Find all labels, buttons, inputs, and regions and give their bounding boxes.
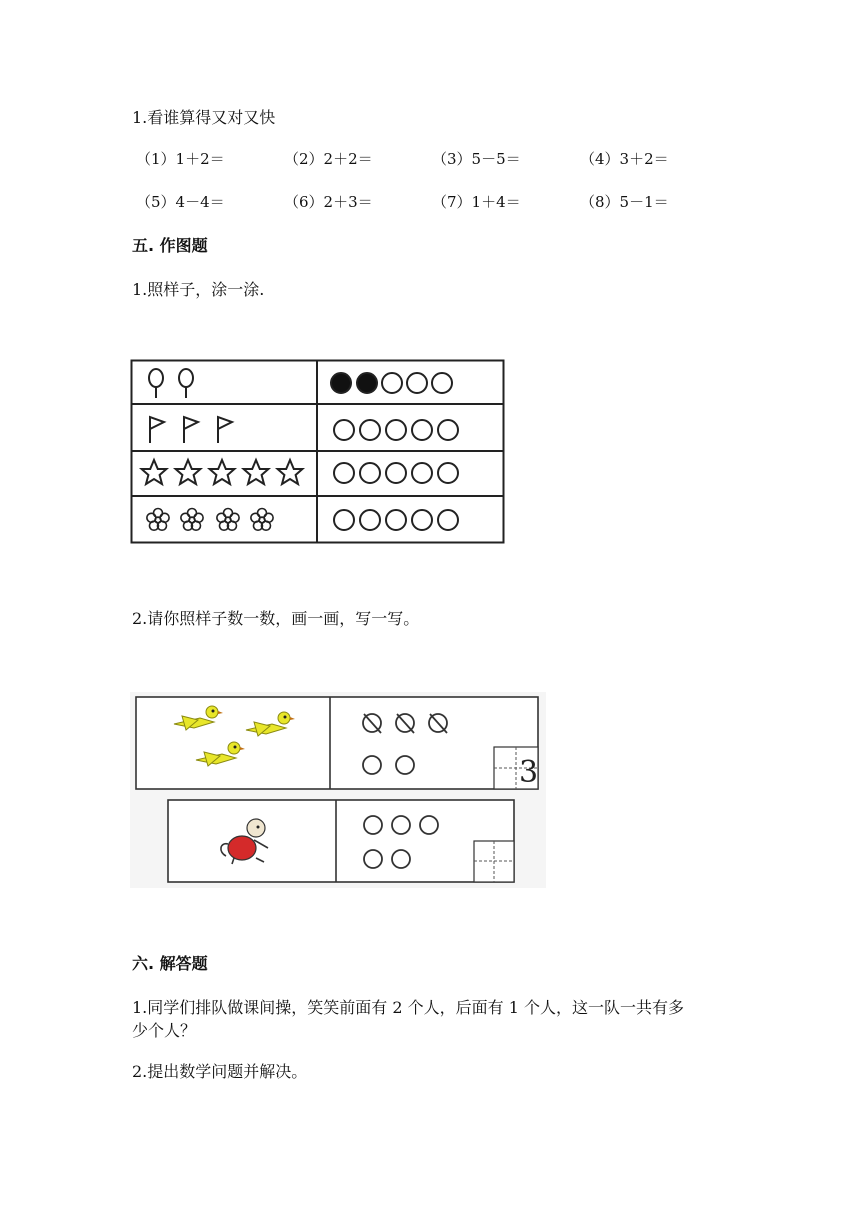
equation: （6）2＋3＝ — [284, 193, 373, 211]
equation: （5）4－4＝ — [136, 193, 225, 211]
equation: （4）3＋2＝ — [580, 150, 669, 168]
question-title: 1.看谁算得又对又快 — [132, 108, 276, 127]
question-text: 少个人？ — [132, 1021, 197, 1040]
coloring-table — [130, 358, 506, 546]
count-figure — [130, 692, 546, 888]
equation: （2）2＋2＝ — [284, 150, 373, 168]
answer-digit: 3 — [519, 755, 539, 790]
question-text: 1.照样子，涂一涂. — [132, 280, 265, 299]
answer-box — [474, 841, 514, 882]
equation: （1）1＋2＝ — [136, 150, 225, 168]
section-heading: 五. 作图题 — [132, 236, 208, 255]
question-text: 2.提出数学问题并解决。 — [132, 1062, 308, 1081]
section-heading: 六. 解答题 — [132, 954, 208, 973]
equation: （3）5－5＝ — [432, 150, 521, 168]
question-text: 2.请你照样子数一数，画一画，写一写。 — [132, 609, 420, 628]
equation: （8）5－1＝ — [580, 193, 669, 211]
question-text: 1.同学们排队做课间操，笑笑前面有 2 个人，后面有 1 个人，这一队一共有多 — [132, 998, 684, 1017]
equation: （7）1＋4＝ — [432, 193, 521, 211]
